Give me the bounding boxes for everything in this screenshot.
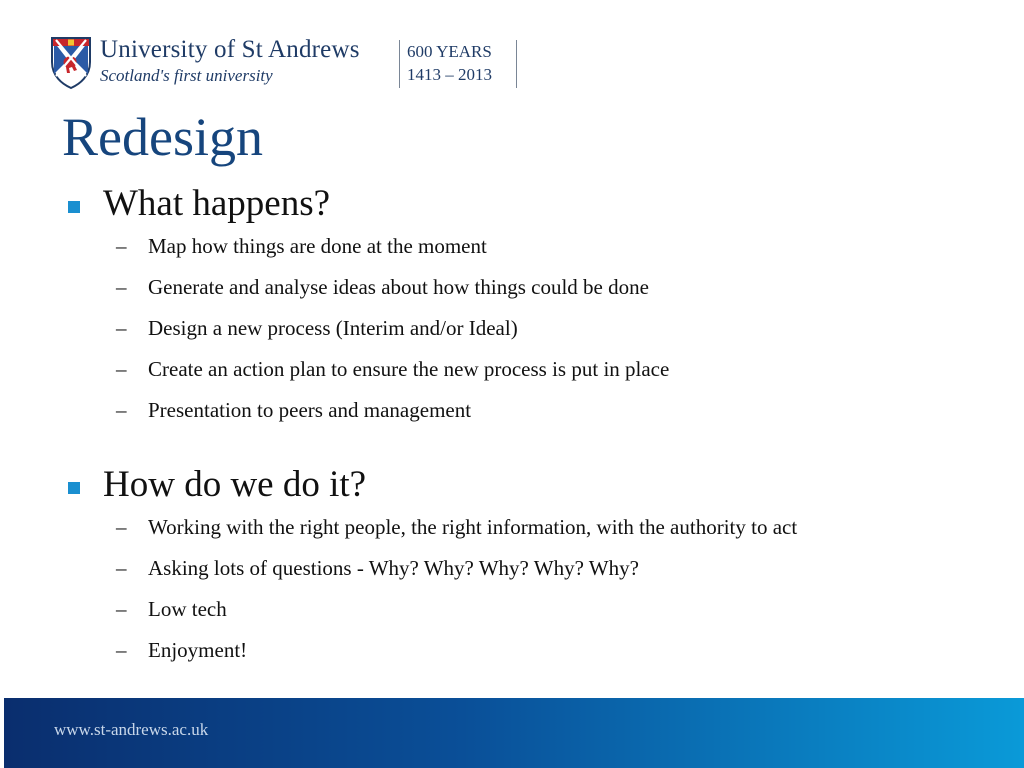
dash-marker: –: [116, 556, 127, 580]
anniversary-divider-left: [399, 40, 400, 88]
slide-title: Redesign: [62, 107, 263, 167]
sub-item-text: Create an action plan to ensure the new process is put in place: [148, 357, 670, 381]
sub-item-text: Design a new process (Interim and/or Ideal): [148, 316, 518, 340]
sub-item: [64, 550, 964, 591]
anniversary-range: 1413 – 2013: [407, 65, 492, 84]
dash-marker: –: [116, 234, 127, 258]
dash-marker: –: [116, 398, 127, 422]
square-bullet-icon: [68, 201, 80, 213]
sub-item: [64, 632, 964, 673]
section-spacer: [64, 433, 964, 461]
university-tagline: Scotland's first university: [100, 66, 273, 85]
sub-item-text: Generate and analyse ideas about how things could be done: [148, 275, 649, 299]
dash-marker: –: [116, 316, 127, 340]
sub-item-text: Presentation to peers and management: [148, 398, 472, 422]
footer-url-link[interactable]: www.st-andrews.ac.uk: [54, 720, 209, 739]
sub-item: [64, 351, 964, 392]
sub-item-text: Map how things are done at the moment: [148, 234, 487, 258]
sub-item: [64, 591, 964, 632]
university-logo: [50, 36, 530, 92]
sub-item: [64, 269, 964, 310]
dash-marker: –: [116, 515, 127, 539]
slide-content: [64, 180, 964, 673]
bullet-heading: How do we do it?: [103, 464, 367, 505]
dash-marker: –: [116, 638, 127, 662]
dash-marker: –: [116, 357, 127, 381]
university-crest-icon: [50, 36, 92, 90]
anniversary-years: 600 YEARS: [407, 42, 492, 61]
anniversary-divider-right: [516, 40, 517, 88]
sub-item-text: Low tech: [148, 597, 227, 621]
sub-item: [64, 310, 964, 351]
university-name: University of St Andrews: [100, 36, 360, 63]
sub-item-text: Working with the right people, the right information, with the authority to act: [148, 515, 798, 539]
square-bullet-icon: [68, 482, 80, 494]
sub-item: [64, 392, 964, 433]
bullet-what-happens: [64, 180, 964, 228]
sub-item-text: Asking lots of questions - Why? Why? Why? Why? Why?: [148, 556, 639, 580]
sub-item: [64, 228, 964, 269]
sub-item-text: Enjoyment!: [148, 638, 248, 662]
dash-marker: –: [116, 275, 127, 299]
dash-marker: –: [116, 597, 127, 621]
bullet-how-do-we-do-it: [64, 461, 964, 509]
footer-content: [4, 698, 1024, 768]
sub-item: [64, 509, 964, 550]
bullet-heading: What happens?: [103, 183, 331, 224]
